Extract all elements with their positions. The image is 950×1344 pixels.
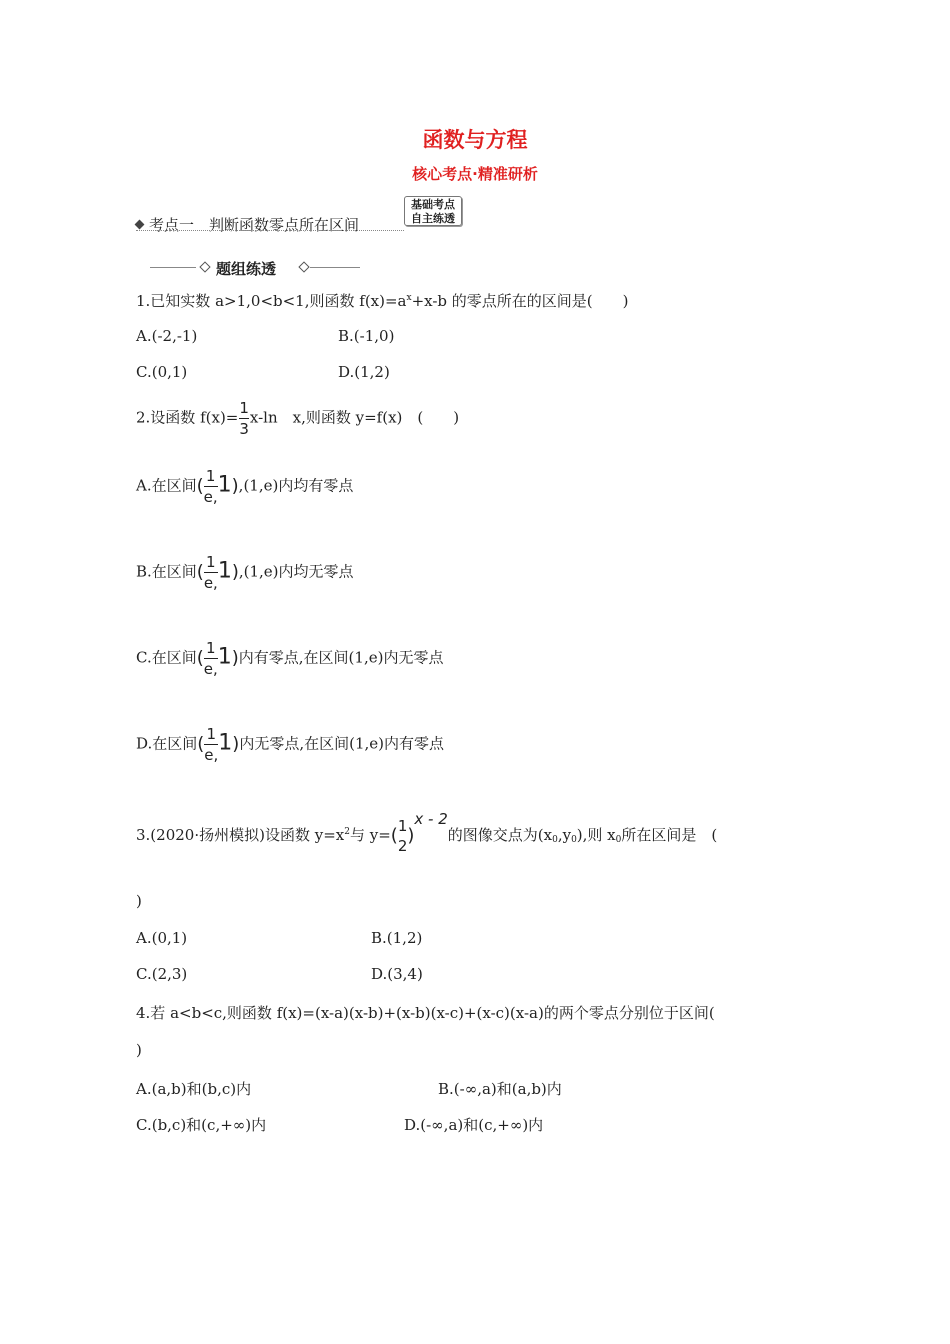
open-interval-symbol: ( $\frac{1}{e,}$ 1) — [196, 639, 239, 678]
group-label: 题组练透 — [150, 258, 360, 276]
question-2-stem: 2.设函数 f(x)= $\frac{1}{3}$ x-ln x,则函数 y=f(x) ( ) — [136, 399, 460, 438]
q2-option-b: B.在区间( $\frac{1}{e,}$ 1),(1,e)内均无零点 — [136, 553, 354, 592]
q3-option-a: A.(0,1) — [136, 929, 188, 947]
q3-option-c: C.(2,3) — [136, 965, 188, 983]
q3-close-paren: ) — [136, 892, 142, 910]
q4-option-a: A.(a,b)和(b,c)内 — [136, 1080, 252, 1098]
q4-option-d: D.(-∞,a)和(c,+∞)内 — [404, 1116, 544, 1134]
q3-option-b: B.(1,2) — [371, 929, 423, 947]
open-interval-symbol: ( $\frac{1}{e,}$ 1) — [196, 467, 239, 506]
q3-option-d: D.(3,4) — [371, 965, 423, 983]
q1-option-b: B.(-1,0) — [338, 327, 395, 345]
q1-option-a: A.(-2,-1) — [136, 327, 198, 345]
question-3-stem: 3.(2020·扬州模拟)设函数 $y=x^2$与 y=( 1 2 )$^{x - 2}$的图像交点为$(x_0,y_0)$,则 $x_0$所在区间是 ( — [136, 810, 718, 855]
page-title: 函数与方程 — [422, 128, 528, 152]
question-1-stem: 1.已知实数 a>1,0<b<1,则函数 $f(x)=a^x+x-b$ 的零点所在的区间是( ) — [136, 292, 629, 310]
section-underline — [136, 230, 404, 231]
diamond-bullet-icon — [135, 220, 145, 230]
q4-option-b: B.(-∞,a)和(a,b)内 — [438, 1080, 562, 1098]
q2-option-c: C.在区间( $\frac{1}{e,}$ 1)内有零点,在区间(1,e)内无零点 — [136, 639, 444, 678]
question-4-stem: 4.若 a<b<c,则函数 f(x)=(x-a)(x-b)+(x-b)(x-c)+(x-c)(x-a)的两个零点分别位于区间( — [136, 1004, 715, 1022]
q4-option-c: C.(b,c)和(c,+∞)内 — [136, 1116, 267, 1134]
page-subtitle: 核心考点·精准研析 — [412, 165, 538, 183]
section-badge: 基础考点 自主练透 — [404, 196, 462, 226]
open-interval-symbol: ( $\frac{1}{e,}$ 1) — [197, 725, 240, 764]
fraction-power: ( 1 2 ) — [390, 817, 415, 855]
q4-close-paren: ) — [136, 1041, 142, 1059]
section-heading: 考点一 判断函数零点所在区间 — [136, 214, 359, 235]
divider — [310, 267, 360, 268]
q2-option-d: D.在区间( $\frac{1}{e,}$ 1)内无零点,在区间(1,e)内有零点 — [136, 725, 444, 764]
fraction: $\frac{1}{3}$ — [239, 399, 249, 438]
q2-option-a: A.在区间( $\frac{1}{e,}$ 1),(1,e)内均有零点 — [136, 467, 354, 506]
open-interval-symbol: ( $\frac{1}{e,}$ 1) — [196, 553, 239, 592]
diamond-icon — [298, 261, 309, 272]
q1-option-d: D.(1,2) — [338, 363, 390, 381]
diamond-icon — [199, 261, 210, 272]
q1-option-c: C.(0,1) — [136, 363, 188, 381]
divider — [150, 267, 196, 268]
